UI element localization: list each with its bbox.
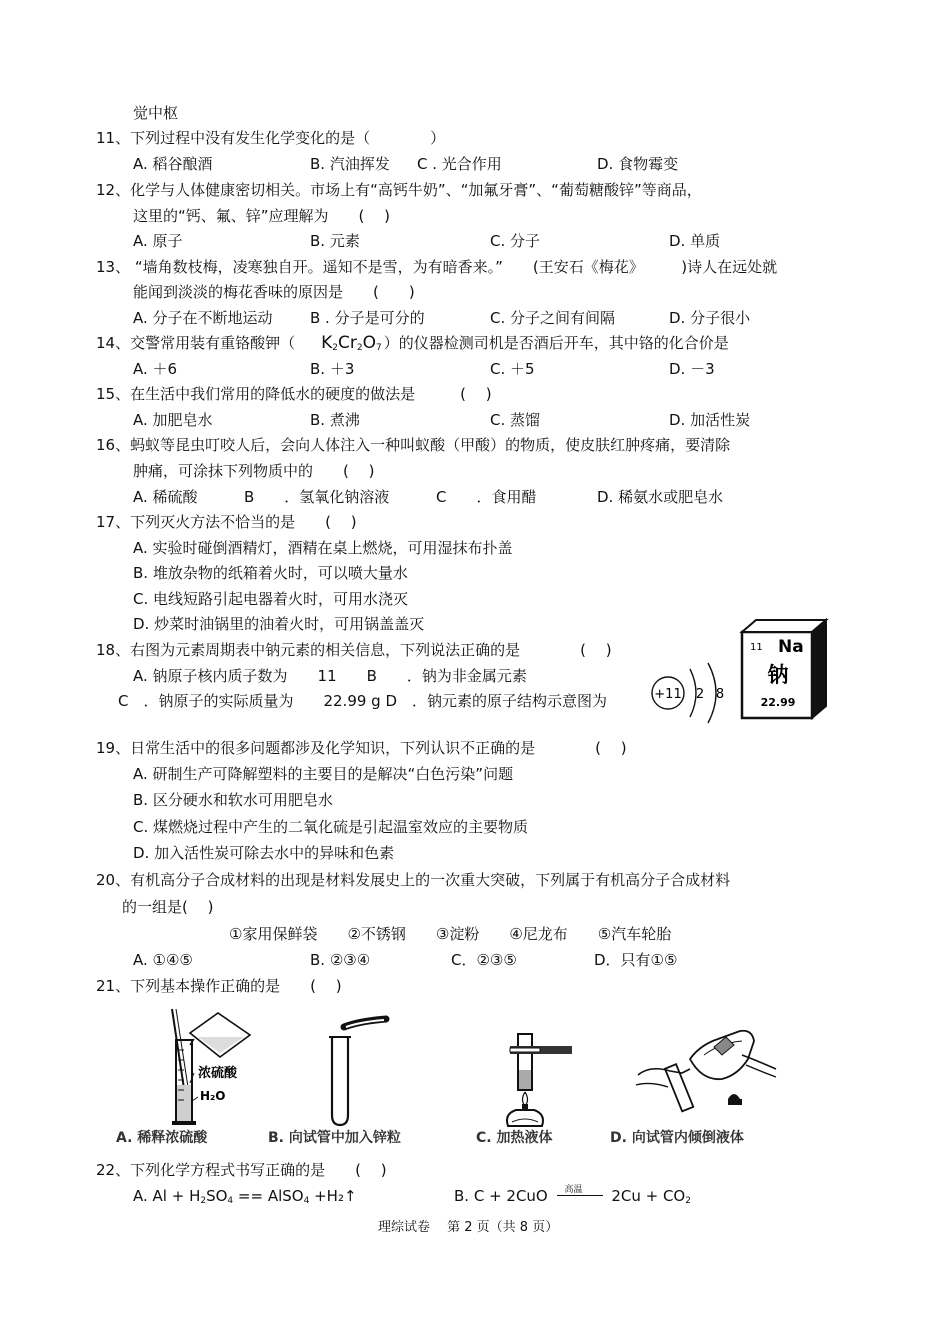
q20-option-b: B. ②③④ bbox=[310, 951, 371, 969]
q18-option-cd: C ．钠原子的实际质量为 22.99 g D ．钠元素的原子结构示意图为 bbox=[118, 692, 608, 710]
figure-d-caption: D. 向试管内倾倒液体 bbox=[610, 1130, 744, 1146]
q15-stem: 15、在生活中我们常用的降低水的硬度的做法是 ( ) bbox=[96, 385, 492, 403]
q15-option-d: D. 加活性炭 bbox=[669, 411, 751, 429]
q22-option-b: B. C + 2CuO 高温 $2Cu + CO_2$ bbox=[454, 1185, 691, 1206]
q14-formula: $K_2Cr_2O_7$ bbox=[321, 333, 382, 353]
q20-option-c: C．②③⑤ bbox=[451, 951, 517, 969]
q19-option-b: B. 区分硬水和软水可用肥皂水 bbox=[133, 791, 333, 809]
sodium-atom-diagram bbox=[646, 655, 736, 725]
q13-stem-line2: 能闻到淡淡的梅花香味的原因是 ( ) bbox=[133, 283, 415, 301]
q17-stem: 17、下列灭火方法不恰当的是 ( ) bbox=[96, 513, 357, 531]
q16-stem-line2: 肿痛，可涂抹下列物质中的 ( ) bbox=[133, 462, 375, 480]
q14-stem bbox=[96, 333, 729, 353]
q19-option-d: D. 加入活性炭可除去水中的异味和色素 bbox=[133, 844, 395, 862]
q14-option-b: B. ＋3 bbox=[310, 360, 355, 378]
q12-option-b: B. 元素 bbox=[310, 232, 360, 250]
tile-atomic-number: 11 bbox=[750, 642, 763, 653]
tile-name: 钠 bbox=[767, 663, 789, 687]
atom-nucleus-label: +11 bbox=[654, 687, 682, 702]
top-fragment: 觉中枢 bbox=[133, 104, 179, 122]
figure-c-caption: C. 加热液体 bbox=[476, 1130, 553, 1146]
q11-option-a: A. 稻谷酿酒 bbox=[133, 155, 213, 173]
q21-stem: 21、下列基本操作正确的是 ( ) bbox=[96, 977, 342, 995]
q20-stem-line2: 的一组是( ) bbox=[122, 898, 214, 916]
figure-c-heat-liquid bbox=[490, 1030, 580, 1128]
q19-stem: 19、日常生活中的很多问题都涉及化学知识，下列认识不正确的是 ( ) bbox=[96, 739, 627, 757]
q18-option-ab: A. 钠原子核内质子数为 11 B ．钠为非金属元素 bbox=[133, 667, 527, 685]
q17-option-d: D. 炒菜时油锅里的油着火时，可用锅盖盖灭 bbox=[133, 615, 425, 633]
figure-a-caption: A. 稀释浓硫酸 bbox=[116, 1130, 208, 1146]
q12-option-c: C. 分子 bbox=[490, 232, 541, 250]
q16-option-b: B ．氢氧化钠溶液 bbox=[244, 488, 390, 506]
tile-symbol: Na bbox=[778, 637, 804, 657]
q13-option-b: B . 分子是可分的 bbox=[310, 309, 425, 327]
reaction-condition: 高温 bbox=[557, 1186, 603, 1206]
label-concentrated-acid: 浓硫酸 bbox=[198, 1066, 238, 1081]
atom-shell2-label: 8 bbox=[715, 687, 725, 702]
q11-option-c: C . 光合作用 bbox=[417, 155, 502, 173]
q14-stem-post: ）的仪器检测司机是否酒后开车，其中铬的化合价是 bbox=[383, 334, 729, 352]
q20-stem-line1: 20、有机高分子合成材料的出现是材料发展史上的一次重大突破，下列属于有机高分子合成材料 bbox=[96, 871, 731, 889]
q12-stem-line1: 12、化学与人体健康密切相关。市场上有“高钙牛奶”、“加氟牙膏”、“葡萄糖酸锌”等商品， bbox=[96, 181, 702, 199]
sodium-element-tile bbox=[738, 618, 830, 724]
q16-option-c: C ．食用醋 bbox=[436, 488, 537, 506]
q16-stem-line1: 16、蚂蚁等昆虫叮咬人后，会向人体注入一种叫蚁酸（甲酸）的物质，使皮肤红肿疼痛，要清除 bbox=[96, 436, 731, 454]
tile-mass: 22.99 bbox=[760, 696, 796, 709]
figure-a-dilute-acid bbox=[150, 1005, 260, 1127]
q14-option-a: A. ＋6 bbox=[133, 360, 178, 378]
q12-option-a: A. 原子 bbox=[133, 232, 183, 250]
q14-stem-pre: 14、交警常用装有重铬酸钾（ bbox=[96, 334, 296, 352]
q20-option-a: A. ①④⑤ bbox=[133, 951, 193, 969]
q17-option-b: B. 堆放杂物的纸箱着火时，可以喷大量水 bbox=[133, 564, 408, 582]
q12-stem-line2: 这里的“钙、氟、锌”应理解为 ( ) bbox=[133, 207, 391, 225]
q13-stem-line1: 13、 “墙角数枝梅，凌寒独自开。遥知不是雪，为有暗香来。” (王安石《梅花》 )诗人在远处就 bbox=[96, 258, 778, 276]
q15-option-c: C. 蒸馏 bbox=[490, 411, 541, 429]
q13-option-c: C. 分子之间有间隔 bbox=[490, 309, 616, 327]
q19-option-a: A. 研制生产可降解塑料的主要目的是解决“白色污染”问题 bbox=[133, 765, 514, 783]
q22-stem: 22、下列化学方程式书写正确的是 ( ) bbox=[96, 1161, 387, 1179]
figure-d-pour-liquid bbox=[630, 1025, 780, 1127]
q20-option-d: D．只有①⑤ bbox=[594, 951, 678, 969]
q14-option-d: D. －3 bbox=[669, 360, 715, 378]
q11-option-b: B. 汽油挥发 bbox=[310, 155, 390, 173]
q20-items: ①家用保鲜袋 ②不锈钢 ③淀粉 ④尼龙布 ⑤汽车轮胎 bbox=[229, 925, 672, 943]
q18-stem: 18、右图为元素周期表中钠元素的相关信息，下列说法正确的是 ( ) bbox=[96, 641, 612, 659]
figure-b-caption: B. 向试管中加入锌粒 bbox=[268, 1130, 401, 1146]
q12-option-d: D. 单质 bbox=[669, 232, 721, 250]
q22-option-a: A. $Al + H_2SO_4$ == AlSO$_4$ +H₂↑ bbox=[133, 1187, 357, 1206]
page-footer: 理综试卷 第 2 页（共 8 页） bbox=[378, 1220, 559, 1235]
q17-option-c: C. 电线短路引起电器着火时，可用水浇灭 bbox=[133, 590, 409, 608]
q17-option-a: A. 实验时碰倒酒精灯，酒精在桌上燃烧，可用湿抹布扑盖 bbox=[133, 539, 513, 557]
q15-option-b: B. 煮沸 bbox=[310, 411, 360, 429]
q19-option-c: C. 煤燃烧过程中产生的二氧化硫是引起温室效应的主要物质 bbox=[133, 818, 529, 836]
q16-option-a: A. 稀硫酸 bbox=[133, 488, 198, 506]
q11-stem: 11、下列过程中没有发生化学变化的是（ ） bbox=[96, 129, 446, 147]
atom-shell1-label: 2 bbox=[695, 687, 705, 702]
figure-b-add-zinc bbox=[320, 1015, 400, 1127]
q13-option-d: D. 分子很小 bbox=[669, 309, 751, 327]
q16-option-d: D. 稀氨水或肥皂水 bbox=[597, 488, 724, 506]
q13-option-a: A. 分子在不断地运动 bbox=[133, 309, 273, 327]
label-water: H₂O bbox=[200, 1089, 226, 1103]
q11-option-d: D. 食物霉变 bbox=[597, 155, 679, 173]
q15-option-a: A. 加肥皂水 bbox=[133, 411, 213, 429]
q14-option-c: C. ＋5 bbox=[490, 360, 535, 378]
